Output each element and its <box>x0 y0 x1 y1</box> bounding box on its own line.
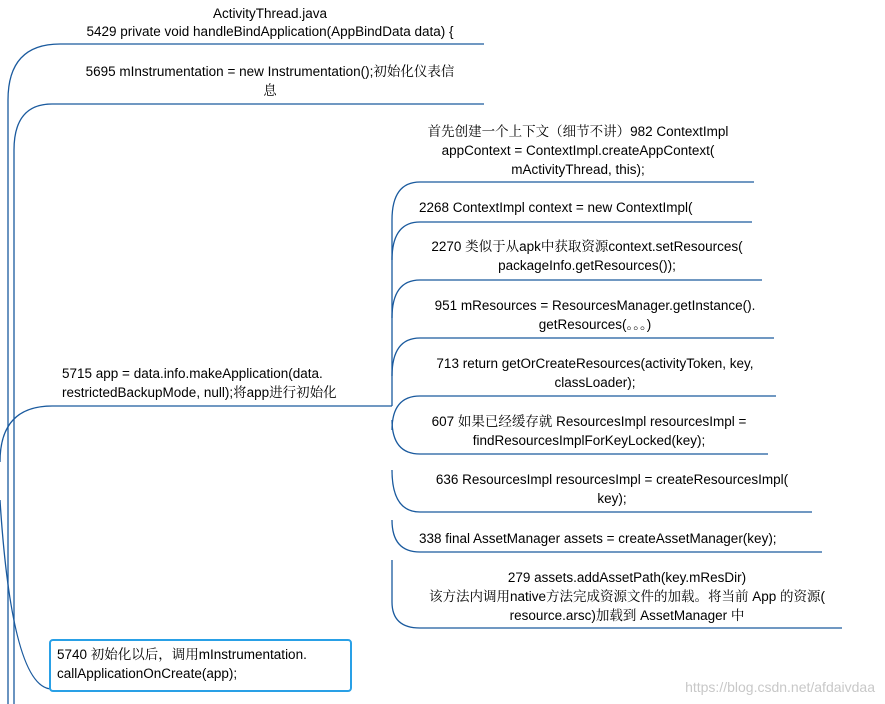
root-method-signature[interactable]: 5429 private void handleBindApplication(AppBindData data) { <box>86 24 454 39</box>
root-file-name[interactable]: ActivityThread.java <box>212 6 328 21</box>
branch-5715 <box>0 406 392 462</box>
node-5740-call-application-oncreate[interactable]: 5740 初始化以后，调用mInstrumentation. callApplicationOnCreate(app); <box>49 639 352 692</box>
node-5695-instrumentation[interactable]: 5695 mInstrumentation = new Instrumentation();初始化仪表信 息 <box>85 64 455 98</box>
node-713-get-or-create-resources[interactable]: 713 return getOrCreateResources(activityToken, key, classLoader); <box>436 356 754 390</box>
node-5715-make-application[interactable]: 5715 app = data.info.makeApplication(data. restrictedBackupMode, null);将app进行初始化 <box>62 366 337 400</box>
node-338-create-asset-manager[interactable]: 338 final AssetManager assets = createAssetManager(key); <box>419 531 777 546</box>
node-607-find-resources-impl[interactable]: 607 如果已经缓存就 ResourcesImpl resourcesImpl = findResourcesImplForKeyLocked(key); <box>431 414 747 448</box>
watermark: https://blog.csdn.net/afdaivdaa <box>685 679 875 695</box>
node-create-app-context[interactable]: 首先创建一个上下文（细节不讲）982 ContextImpl appContext = ContextImpl.createAppContext( mActivityThread, this); <box>427 124 729 177</box>
node-2268-new-context-impl[interactable]: 2268 ContextImpl context = new ContextImpl( <box>419 200 693 215</box>
node-279-add-asset-path[interactable]: 279 assets.addAssetPath(key.mResDir) 该方法内调用native方法完成资源文件的加载。将当前 App 的资源( resource.arsc)加载到 AssetManager 中 <box>428 570 826 623</box>
node-951-get-resources[interactable]: 951 mResources = ResourcesManager.getInstance(). getResources(。。。) <box>434 298 756 332</box>
node-636-create-resources-impl[interactable]: 636 ResourcesImpl resourcesImpl = createResourcesImpl( key); <box>435 472 789 506</box>
node-2270-set-resources[interactable]: 2270 类似于从apk中获取资源context.setResources( packageInfo.getResources()); <box>431 239 743 273</box>
